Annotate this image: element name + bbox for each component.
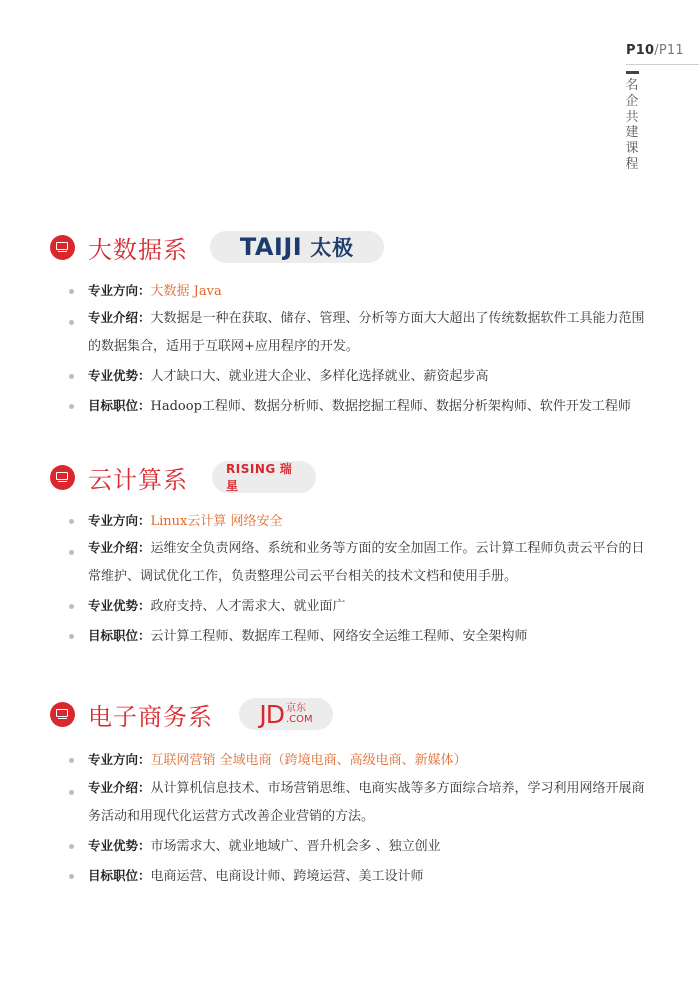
page-total: P11 — [658, 43, 684, 58]
item-label: 目标职位： — [88, 868, 151, 883]
item-label: 专业优势： — [88, 368, 151, 383]
item-label: 专业介绍： — [88, 780, 151, 795]
item-value: Linux云计算 网络安全 — [150, 514, 283, 529]
section-title: 电子商务系 — [88, 702, 213, 731]
item-label: 专业优势： — [88, 838, 151, 853]
logo-cn: 京东 — [285, 703, 306, 714]
section-header — [50, 697, 333, 731]
monitor-icon — [50, 465, 75, 490]
bullet — [69, 874, 74, 879]
item-label: 专业介绍： — [88, 540, 151, 555]
bullet — [69, 519, 74, 524]
header-dash — [626, 71, 639, 74]
section-title: 大数据系 — [88, 235, 188, 264]
item-label: 目标职位： — [88, 628, 151, 643]
section-header — [50, 230, 384, 264]
item-value: 人才缺口大、就业进大企业、多样化选择就业、薪资起步高 — [150, 369, 489, 384]
item-value: 运维安全负责网络、系统和业务等方面的安全加固工作。云计算工程师负责云平台的日常维护、调试优化工作，负责整理公司云平台相关的技术文档和使用手册。 — [88, 541, 645, 584]
bullet — [69, 844, 74, 849]
item-value: 市场需求大、就业地域广、晋升机会多 、独立创业 — [150, 839, 441, 854]
item-value: 政府支持、人才需求大、就业面广 — [150, 599, 346, 614]
monitor-icon — [50, 702, 75, 727]
item-value: 电商运营、电商设计师、跨境运营、美工设计师 — [150, 869, 424, 884]
page-separator: / — [654, 43, 659, 58]
bullet — [69, 289, 74, 294]
logo-com: .COM — [285, 714, 313, 725]
bullet — [69, 758, 74, 763]
item-value: 大数据是一种在获取、储存、管理、分析等方面大大超出了传统数据软件工具能力范围的数据集合，适用于互联网+应用程序的开发。 — [88, 311, 645, 354]
bullet — [69, 550, 74, 555]
logo-latin: RISING — [226, 462, 276, 476]
header-rule — [626, 64, 699, 65]
item-value: 大数据 Java — [150, 284, 222, 299]
item-value: Hadoop工程师、数据分析师、数据挖掘工程师、数据分析架构师、软件开发工程师 — [150, 399, 631, 414]
bullet — [69, 790, 74, 795]
item-value: 从计算机信息技术、市场营销思维、电商实战等多方面综合培养，学习利用网络开展商务活动和用现代化运营方式改善企业营销的方法。 — [88, 781, 645, 824]
item-label: 目标职位： — [88, 398, 151, 413]
item-label: 专业方向： — [88, 752, 151, 767]
partner-logo-rising — [212, 461, 316, 493]
logo-latin: JD — [259, 699, 284, 729]
logo-latin: TAIJI — [239, 233, 303, 261]
item-label: 专业方向： — [88, 283, 151, 298]
page-number — [626, 43, 684, 58]
item-value: 互联网营销 全域电商（跨境电商、高级电商、新媒体） — [150, 753, 467, 768]
item-label: 专业方向： — [88, 513, 151, 528]
logo-cn: 瑞星 — [226, 462, 293, 493]
partner-logo-taiji — [210, 231, 384, 263]
logo-cn: 太极 — [310, 236, 355, 260]
item-label: 专业介绍： — [88, 310, 151, 325]
item-value: 云计算工程师、数据库工程师、网络安全运维工程师、安全架构师 — [150, 629, 528, 644]
section-title: 云计算系 — [88, 465, 188, 494]
bullet — [69, 320, 74, 325]
section-header — [50, 460, 316, 494]
item-label: 专业优势： — [88, 598, 151, 613]
monitor-icon — [50, 235, 75, 260]
page-current: P10 — [626, 43, 655, 58]
bullet — [69, 604, 74, 609]
side-title: 名企共建课程 — [625, 78, 639, 172]
partner-logo-jd — [239, 698, 333, 730]
bullet — [69, 634, 74, 639]
bullet — [69, 404, 74, 409]
bullet — [69, 374, 74, 379]
